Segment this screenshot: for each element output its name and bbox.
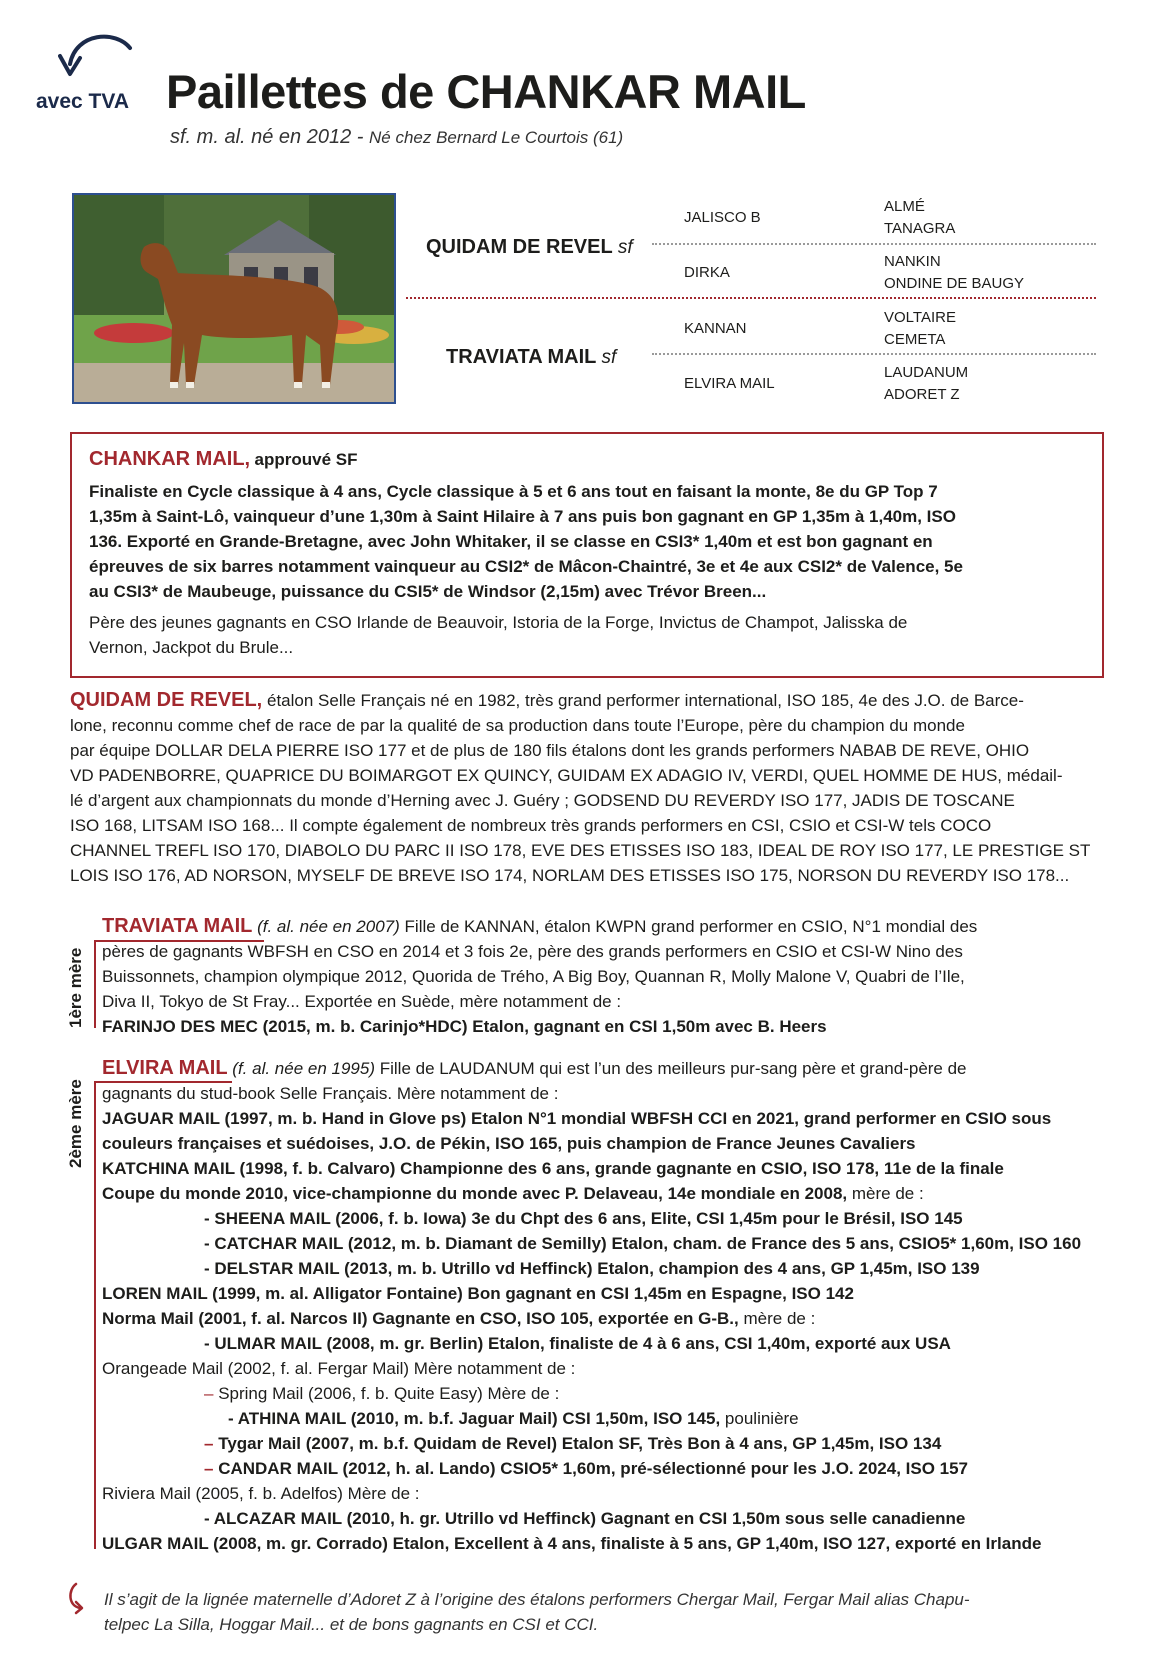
para-line: ISO 168, LITSAM ISO 168... Il compte également de nombreux très grands performers en CSI, CSIO et CSI-W tels COCO <box>70 816 992 835</box>
first-dam-meta: (f. al. née en 2007) <box>257 917 400 936</box>
dash-marker: – <box>204 1384 214 1403</box>
grandparent-1: JALISCO B <box>684 209 761 226</box>
grandparent-3: KANNAN <box>684 320 747 337</box>
stallion-status: approuvé SF <box>254 450 358 469</box>
curved-arrow-icon <box>58 30 138 90</box>
sire-label: QUIDAM DE REVEL <box>426 236 613 258</box>
dam-name <box>446 346 616 369</box>
great-grandparent-6: CEMETA <box>884 331 946 348</box>
para-line: par équipe DOLLAR DELA PIERRE ISO 177 et de plus de 180 fils étalons dont les grands performers NABAB DE REVE, OHIO <box>70 741 1030 760</box>
second-dam-head: ELVIRA MAIL <box>102 1057 228 1079</box>
progeny-line: Orangeade Mail (2002, f. al. Fergar Mail) Mère notamment de : <box>102 1359 576 1378</box>
para-line: JAGUAR MAIL (1997, m. b. Hand in Glove ps) Etalon N°1 mondial WBFSH CCI en 2021, grand performer en CSIO sous <box>102 1109 1052 1128</box>
first-dam-label: 1ère mère <box>66 947 85 1028</box>
sire-suffix: sf <box>617 237 633 258</box>
para-line: Coupe du monde 2010, vice-championne du monde avec P. Delaveau, 14e mondiale en 2008, <box>102 1184 848 1203</box>
progeny-line: LOREN MAIL (1999, m. al. Alligator Fontaine) Bon gagnant en CSI 1,45m en Espagne, ISO 142 <box>102 1284 854 1303</box>
stallion-box <box>70 432 1104 678</box>
footer-note <box>104 1587 1104 1637</box>
box-line: Finaliste en Cycle classique à 4 ans, Cycle classique à 5 et 6 ans tout en faisant la monte, 8e du GP Top 7 <box>89 482 938 501</box>
dam-suffix: sf <box>601 347 617 368</box>
para-line: mère de : <box>851 1184 924 1203</box>
stallion-name: CHANKAR MAIL, <box>89 448 251 470</box>
grandparent-2: DIRKA <box>684 264 730 281</box>
progeny-line-bold: - ATHINA MAIL (2010, m. b.f. Jaguar Mail) CSI 1,50m, ISO 145, <box>228 1409 721 1428</box>
footer-line: Il s’agit de la lignée maternelle d’Adoret Z à l’origine des étalons performers Chergar Mail, Fergar Mail alias Chapu- <box>104 1590 970 1609</box>
hook-arrow-icon <box>66 1582 92 1616</box>
para-line: étalon Selle Français né en 1982, très grand performer international, ISO 185, 4e des J.O. de Barce- <box>266 691 1024 710</box>
para-line: lone, reconnu comme chef de race de par la qualité de sa production dans toute l’Europe, père du champion du monde <box>70 716 965 735</box>
pedigree-divider-main <box>406 297 1096 299</box>
para-line: FARINJO DES MEC (2015, m. b. Carinjo*HDC) Etalon, gagnant en CSI 1,50m avec B. Heers <box>102 1017 827 1036</box>
progeny-line-text: Tygar Mail (2007, m. b.f. Quidam de Revel) Etalon SF, Très Bon à 4 ans, GP 1,45m, ISO 134 <box>218 1434 942 1453</box>
para-line: VD PADENBORRE, QUAPRICE DU BOIMARGOT EX QUINCY, GUIDAM EX ADAGIO IV, VERDI, QUEL HOMME DE HUS, médail- <box>70 766 1063 785</box>
horse-photo-illustration <box>74 195 394 402</box>
para-line: Buissonnets, champion olympique 2012, Quorida de Trého, A Big Boy, Quannan R, Molly Malone V, Quabri de l’Ile, <box>102 967 965 986</box>
progeny-line <box>228 1406 799 1431</box>
box-line: épreuves de six barres notamment vainqueur au CSI2* de Mâcon-Chaintré, 3e et 4e aux CSI2* de Valence, 5e <box>89 557 963 576</box>
box-line: Vernon, Jackpot du Brule... <box>89 638 294 657</box>
progeny-line <box>204 1456 968 1481</box>
second-dam-label: 2ème mère <box>66 1079 85 1168</box>
sire-para-head: QUIDAM DE REVEL, <box>70 689 263 711</box>
para-line: pères de gagnants WBFSH en CSO en 2014 et 3 fois 2e, père des grands performers en CSIO et CSI-W Nino des <box>102 942 963 961</box>
progeny-line: - SHEENA MAIL (2006, f. b. Iowa) 3e du Chpt des 6 ans, Elite, CSI 1,45m pour le Brésil, ISO 145 <box>204 1209 963 1228</box>
box-performance <box>89 479 1087 604</box>
progeny-line: - ALCAZAR MAIL (2010, h. gr. Utrillo vd Heffinck) Gagnant en CSI 1,50m sous selle canadienne <box>204 1509 966 1528</box>
first-dam-paragraph <box>102 914 1104 1039</box>
grandparent-4: ELVIRA MAIL <box>684 375 775 392</box>
first-dam-bracket <box>94 942 96 1028</box>
para-line: Fille de LAUDANUM qui est l’un des meilleurs pur-sang père et grand-père de <box>379 1059 967 1078</box>
para-line: couleurs françaises et suédoises, J.O. de Pékin, ISO 165, puis champion de France Jeunes Cavaliers <box>102 1134 916 1153</box>
great-grandparent-4: ONDINE DE BAUGY <box>884 275 1025 292</box>
progeny-line <box>204 1381 559 1406</box>
para-line: KATCHINA MAIL (1998, f. b. Calvaro) Championne des 6 ans, grande gagnante en CSIO, ISO 178, 11e de la finale <box>102 1159 1004 1178</box>
great-grandparent-8: ADORET Z <box>884 386 960 403</box>
great-grandparent-5: VOLTAIRE <box>884 309 956 326</box>
progeny-line: - ULMAR MAIL (2008, m. gr. Berlin) Etalon, finaliste de 4 à 6 ans, CSI 1,40m, exporté aux USA <box>204 1334 951 1353</box>
great-grandparent-7: LAUDANUM <box>884 364 969 381</box>
box-line: au CSI3* de Maubeuge, puissance du CSI5* de Windsor (2,15m) avec Trévor Breen... <box>89 582 767 601</box>
second-dam-bracket <box>94 1083 96 1549</box>
progeny-line: Riviera Mail (2005, f. b. Adelfos) Mère de : <box>102 1484 420 1503</box>
para-line: gagnants du stud-book Selle Français. Mère notamment de : <box>102 1084 559 1103</box>
first-dam-head: TRAVIATA MAIL <box>102 915 253 937</box>
great-grandparent-1: ALMÉ <box>884 198 925 215</box>
box-line: 136. Exporté en Grande-Bretagne, avec John Whitaker, il se classe en CSI3* 1,40m et est bon gagnant en <box>89 532 933 551</box>
footer-line: telpec La Silla, Hoggar Mail... et de bons gagnants en CSI et CCI. <box>104 1615 599 1634</box>
dam-label: TRAVIATA MAIL <box>446 346 596 368</box>
progeny-line-text: Spring Mail (2006, f. b. Quite Easy) Mère de : <box>218 1384 560 1403</box>
great-grandparent-2: TANAGRA <box>884 220 956 237</box>
progeny-line-plain: poulinière <box>724 1409 799 1428</box>
box-line: Père des jeunes gagnants en CSO Irlande de Beauvoir, Istoria de la Forge, Invictus de Champot, Jalisska de <box>89 613 908 632</box>
dash-marker: – <box>204 1459 214 1478</box>
great-grandparent-3: NANKIN <box>884 253 941 270</box>
progeny-line <box>204 1431 941 1456</box>
para-line: CHANNEL TREFL ISO 170, DIABOLO DU PARC II ISO 178, EVE DES ETISSES ISO 183, IDEAL DE ROY ISO 177, LE PRESTIGE ST <box>70 841 1091 860</box>
para-line: Diva II, Tokyo de St Fray... Exportée en Suède, mère notamment de : <box>102 992 622 1011</box>
dash-marker: – <box>204 1434 214 1453</box>
subtitle-breeder: Né chez Bernard Le Courtois (61) <box>369 128 624 147</box>
box-progeny <box>89 610 1087 660</box>
progeny-line <box>102 1306 815 1331</box>
sire-paragraph <box>70 688 1104 888</box>
subtitle-main: sf. m. al. né en 2012 - <box>170 126 364 148</box>
progeny-line: - CATCHAR MAIL (2012, m. b. Diamant de Semilly) Etalon, cham. de France des 5 ans, CSIO5* 1,60m, ISO 160 <box>204 1234 1082 1253</box>
progeny-line: ULGAR MAIL (2008, m. gr. Corrado) Etalon, Excellent à 4 ans, finaliste à 5 ans, GP 1,40m, ISO 127, exporté en Irlande <box>102 1534 1042 1553</box>
box-line: 1,35m à Saint-Lô, vainqueur d’une 1,30m à Saint Hilaire à 7 ans puis bon gagnant en GP 1,35m à 1,40m, ISO <box>89 507 956 526</box>
second-dam-intro <box>102 1056 1104 1206</box>
pedigree-divider <box>652 243 1096 245</box>
second-dam-meta: (f. al. née en 1995) <box>232 1059 375 1078</box>
progeny-line-plain: mère de : <box>743 1309 816 1328</box>
tva-label: avec TVA <box>36 90 129 113</box>
progeny-line-text: CANDAR MAIL (2012, h. al. Lando) CSIO5* 1,60m, pré-sélectionné pour les J.O. 2024, ISO 157 <box>218 1459 969 1478</box>
progeny-line: - DELSTAR MAIL (2013, m. b. Utrillo vd Heffinck) Etalon, champion des 4 ans, GP 1,45m, ISO 139 <box>204 1259 980 1278</box>
para-line: LOIS ISO 176, AD NORSON, MYSELF DE BREVE ISO 174, NORLAM DES ETISSES ISO 175, NORSON DU REVERDY ISO 178... <box>70 866 1070 885</box>
subtitle <box>170 126 623 149</box>
box-heading <box>89 448 358 471</box>
pedigree-divider <box>652 353 1096 355</box>
page-title: Paillettes de CHANKAR MAIL <box>166 65 806 118</box>
para-line: lé d’argent aux championnats du monde d’Herning avec J. Guéry ; GODSEND DU REVERDY ISO 177, JADIS DE TOSCANE <box>70 791 1015 810</box>
sire-name <box>426 236 633 259</box>
progeny-line-bold: Norma Mail (2001, f. al. Narcos II) Gagnante en CSO, ISO 105, exportée en G-B., <box>102 1309 739 1328</box>
para-line: Fille de KANNAN, étalon KWPN grand performer en CSIO, N°1 mondial des <box>404 917 978 936</box>
horse-photo <box>72 193 396 404</box>
